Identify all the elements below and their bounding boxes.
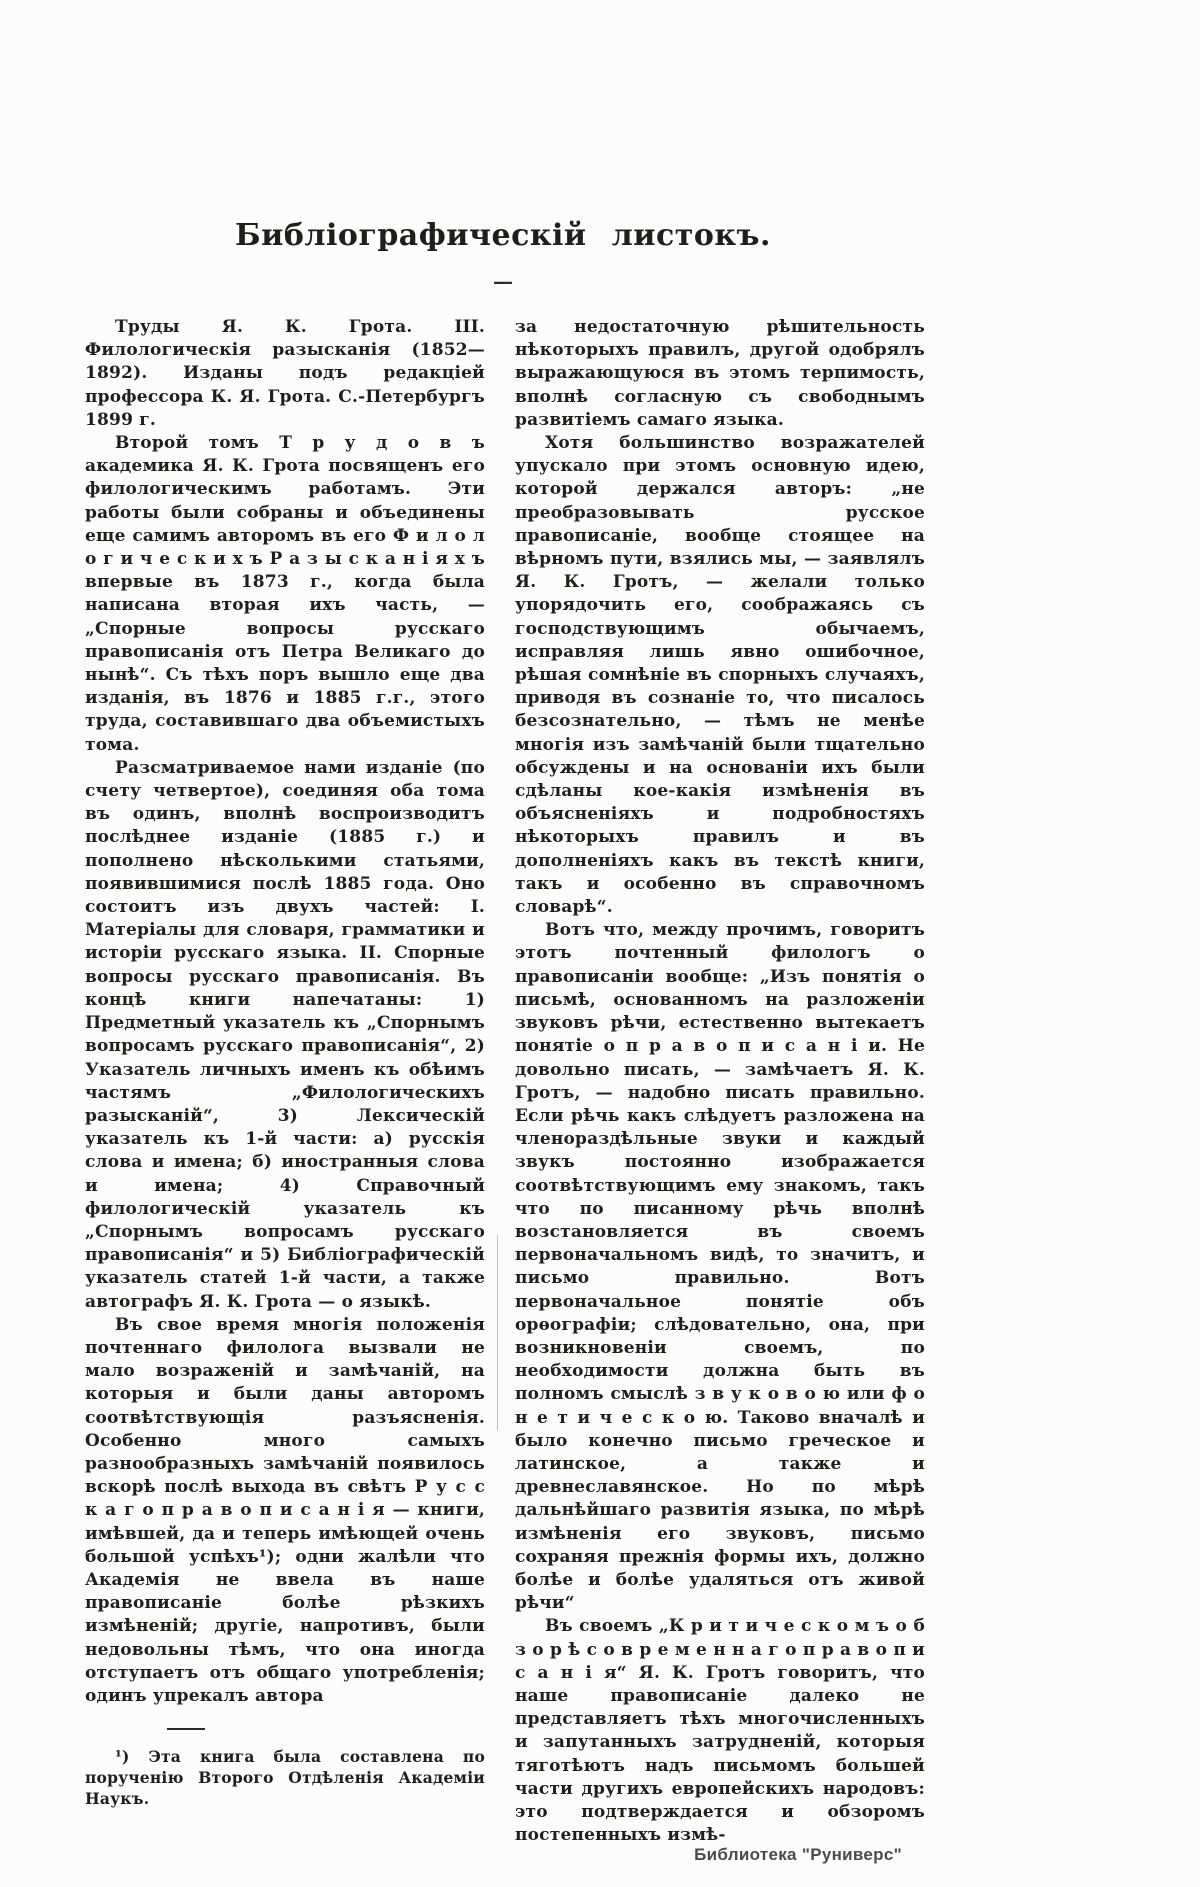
left-column (85, 316, 485, 1847)
page-header (80, 218, 926, 293)
page-title: Библіографическій листокъ. (234, 218, 772, 253)
footnote-separator (167, 1728, 205, 1730)
right-column (515, 316, 925, 1847)
bibliographic-entry: Труды Я. К. Грота. III. Филологическія разысканія (1852—1892). Изданы подъ редакціей профессора К. Я. Грота. С.-Петербургъ 1899 г. (85, 317, 485, 430)
paragraph: Вотъ что, между прочимъ, говоритъ этотъ почтенный филологъ о правописаніи вообще: „Изъ понятія о письмѣ, основанномъ на разложеніи звуковъ рѣчи, естественно вытекаетъ понятіе о п р а в о п и с а н і и. Не довольно писать, — замѣчаетъ Я. К. Гротъ, — надобно писать правильно. Если рѣчь какъ слѣдуетъ разложена на членораздѣльные звуки и каждый звукъ постоянно изображается соотвѣтствующимъ ему знакомъ, такъ что по писанному рѣчь вполнѣ возстановляется въ своемъ первоначальномъ видѣ, то значитъ, и письмо правильно. Вотъ первоначальное понятіе объ орѳографіи; слѣдовательно, она, при возникновеніи своемъ, по необходимости должна быть въ полномъ смыслѣ з в у к о в о ю или ф о н е т и ч е с к о ю. Таково вначалѣ и было конечно письмо греческое и латинское, а также и древнеславянское. Но по мѣрѣ дальнѣйшаго развитія языка, по мѣрѣ измѣненія его звуковъ, письмо сохраняя прежнія формы ихъ, должно болѣе и болѣе удаляться отъ живой рѣчи“ (515, 920, 925, 1614)
paragraph: Второй томъ Т р у д о в ъ академика Я. К. Грота посвященъ его филологическимъ работамъ. Эти работы были собраны и объединены еще самимъ авторомъ въ его Ф и л о л о г и ч е с к и х ъ Р а з ы с к а н і я х ъ впервые въ 1873 г., когда была написана вторая ихъ часть, — „Спорные вопросы русскаго правописанія отъ Петра Великаго до нынѣ“. Съ тѣхъ поръ вышло еще два изданія, въ 1876 и 1885 г.г., этого труда, составившаго два объемистыхъ тома. (85, 433, 485, 755)
paragraph: Въ своемъ „К р и т и ч е с к о м ъ о б з о р ѣ с о в р е м е н н а г о п р а в о п и с а н і я“ Я. К. Гротъ говоритъ, что наше правописаніе далеко не представляетъ тѣхъ многочисленныхъ и запутанныхъ затрудненій, которыя тяготѣютъ надъ письмомъ большей части другихъ европейскихъ народовъ: это подтверждается и обзоромъ постепенныхъ измѣ- (515, 1616, 925, 1846)
paragraph-continuation: за недостаточную рѣшительность нѣкоторыхъ правилъ, другой одобрялъ выражающуюся въ этомъ терпимость, вполнѣ согласную съ свободнымъ развитіемъ самаго языка. (515, 317, 925, 430)
title-divider: — (493, 269, 513, 293)
library-watermark: Библиотека "Руниверс" (694, 1845, 902, 1864)
text-columns (85, 316, 925, 1847)
paragraph: Въ свое время многія положенія почтеннаго филолога вызвали не мало возраженій и замѣчаній, на которыя и были даны авторомъ соотвѣтствующія разъясненія. Особенно много самыхъ разнообразныхъ замѣчаній появилось вскорѣ послѣ выхода въ свѣтъ Р у с с к а г о п р а в о п и с а н і я — книги, имѣвшей, да и теперь имѣющей очень большой успѣхъ¹); одни жалѣли что Академія не ввела въ наше правописаніе болѣе рѣзкихъ измѣненій; другіе, напротивъ, были недовольны тѣмъ, что она иногда отступаетъ отъ общаго употребленія; одинъ упрекалъ автора (85, 1314, 485, 1706)
paragraph: Разсматриваемое нами изданіе (по счету четвертое), соединяя оба тома въ одинъ, вполнѣ воспроизводитъ послѣднее изданіе (1885 г.) и пополнено нѣсколькими статьями, появившимися послѣ 1885 года. Оно состоитъ изъ двухъ частей: I. Матеріалы для словаря, грамматики и исторіи русскаго языка. II. Спорные вопросы русскаго правописанія. Въ концѣ книги напечатаны: 1) Предметный указатель къ „Спорнымъ вопросамъ русскаго правописанія“, 2) Указатель личныхъ именъ къ обѣимъ частямъ „Филологическихъ разысканій“, 3) Лексическій указатель къ 1-й части: а) русскія слова и имена; б) иностранныя слова и имена; 4) Справочный филологическій указатель къ „Спорнымъ вопросамъ русскаго правописанія“ и 5) Библіографическій указатель статей 1-й части, а также автографъ Я. К. Грота — о языкѣ. (85, 757, 485, 1312)
footnote: ¹) Эта книга была составлена по порученію Второго Отдѣленія Академіи Наукъ. (85, 1747, 485, 1809)
column-divider-rule (497, 1235, 498, 1431)
paragraph: Хотя большинство возражателей упускало при этомъ основную идею, которой держался авторъ: „не преобразовывать русское правописаніе, вообще стоящее на вѣрномъ пути, взялись мы, — заявлялъ Я. К. Гротъ, — желали только упорядочить его, соображаясь съ господствующимъ обычаемъ, исправляя лишь явно ошибочное, рѣшая сомнѣніе въ спорныхъ случаяхъ, приводя въ сознаніе то, что писалось безсознательно, — тѣмъ не менѣе многія изъ замѣчаній были тщательно обсуждены и на основаніи ихъ были сдѣланы кое-какія измѣненія въ объясненіяхъ и подробностяхъ нѣкоторыхъ правилъ и въ дополненіяхъ какъ въ текстѣ книги, такъ и особенно въ справочномъ словарѣ“. (515, 433, 925, 918)
